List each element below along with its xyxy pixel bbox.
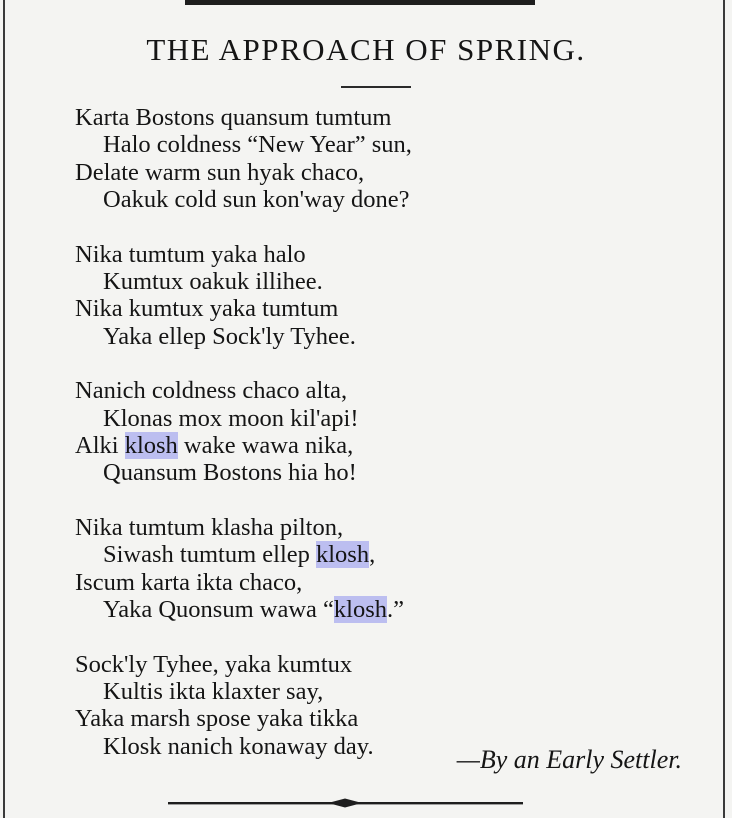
search-highlight: klosh [316, 541, 370, 569]
poem-line: Sock'ly Tyhee, yaka kumtux [75, 650, 353, 678]
stanza [75, 651, 412, 761]
poem-line: Quansum Bostons hia ho! [103, 459, 357, 487]
poem-line: Nika tumtum yaka halo [75, 240, 306, 268]
poem-line: Yaka Quonsum wawa “klosh.” [103, 596, 405, 624]
search-highlight: klosh [333, 596, 388, 624]
poem-line: Delate warm sun hyak chaco, [75, 158, 365, 186]
poem-line: Nika tumtum klasha pilton, [75, 513, 344, 541]
top-rule [185, 0, 535, 5]
poem-line: Kultis ikta klaxter say, [103, 677, 324, 705]
poem-line: Alki klosh wake wawa nika, [75, 432, 354, 460]
poem-line: Nika kumtux yaka tumtum [75, 295, 339, 323]
poem-line: Kumtux oakuk illihee. [103, 268, 323, 296]
poem-line: Klonas mox moon kil'api! [103, 404, 359, 432]
poem-title: THE APPROACH OF SPRING. [146, 32, 586, 67]
poem-line: Klosk nanich konaway day. [103, 732, 374, 760]
stanza [75, 377, 412, 487]
poem-line: Nanich coldness chaco alta, [75, 377, 348, 405]
poem-line: Karta Bostons quansum tumtum [75, 104, 392, 131]
poem-line: Yaka marsh spose yaka tikka [75, 705, 359, 733]
search-highlight: klosh [124, 432, 178, 460]
title-dash [341, 86, 411, 88]
byline: —By an Early Settler. [456, 745, 682, 774]
poem-line: Oakuk cold sun kon'way done? [103, 186, 410, 214]
bottom-ornament-rule [168, 798, 523, 808]
poem-line: Siwash tumtum ellep klosh, [103, 541, 376, 569]
stanza [75, 241, 412, 351]
poem-body [75, 104, 412, 787]
stanza [75, 104, 412, 214]
stanza [75, 514, 412, 624]
poem-line: Halo coldness “New Year” sun, [103, 131, 412, 159]
poem-line: Iscum karta ikta chaco, [75, 568, 303, 596]
poem-line: Yaka ellep Sock'ly Tyhee. [103, 322, 356, 350]
